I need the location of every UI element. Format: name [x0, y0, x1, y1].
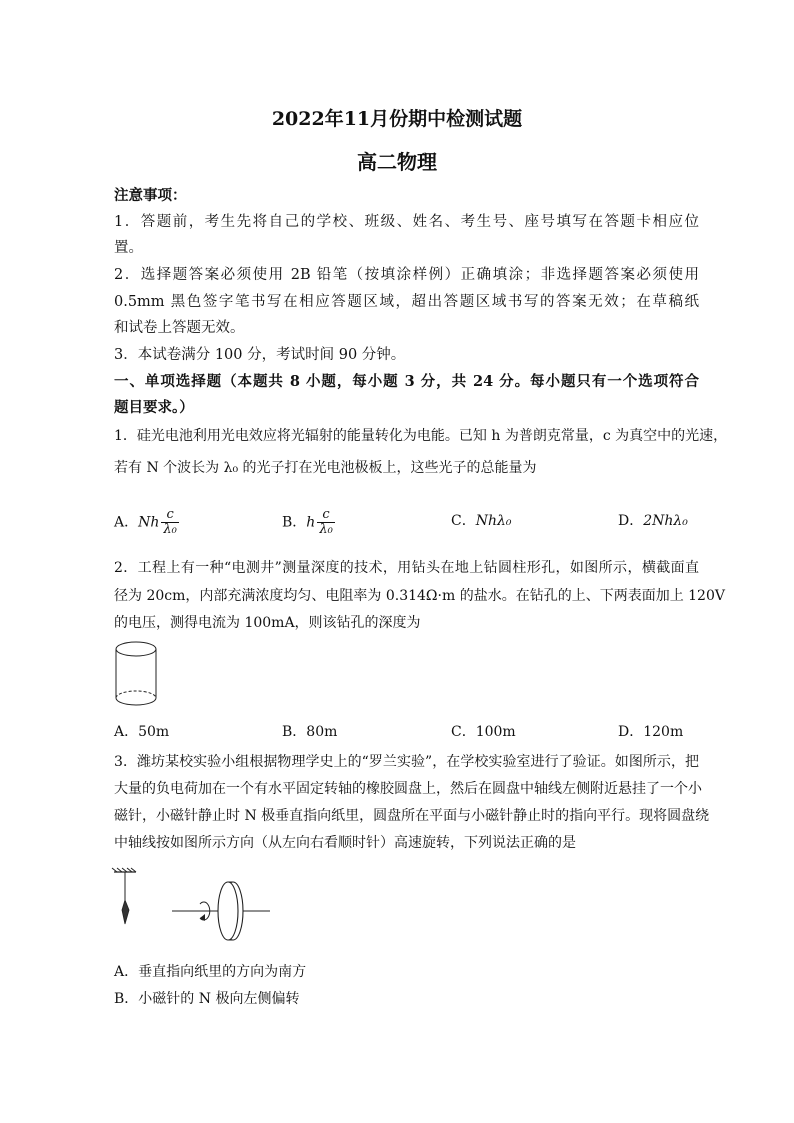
- q1-option-a-label: A．: [114, 514, 139, 531]
- exam-title: 2022年11月份期中检测试题: [271, 108, 523, 130]
- q3-line-1: 3．潍坊某校实验小组根据物理学史上的“罗兰实验”，在学校实验室进行了验证。如图所示，把: [114, 754, 699, 770]
- notice-line-1b: 置。: [114, 240, 143, 256]
- q2-option-d: D．120m: [618, 724, 684, 740]
- q3-option-b: B．小磁针的 N 极向左侧偏转: [114, 991, 300, 1007]
- q1-option-c-value: Nhλ₀: [475, 513, 512, 529]
- q1-line-2: 若有 N 个波长为 λ₀ 的光子打在光电池极板上，这些光子的总能量为: [114, 460, 537, 476]
- q1-option-c-label: C．: [451, 513, 476, 529]
- q1-option-a-numerator: c: [166, 507, 174, 522]
- q1-option-d-label: D．: [618, 513, 644, 529]
- notice-line-2a: 2．选择题答案必须使用 2B 铅笔（按填涂样例）正确填涂；非选择题答案必须使用: [114, 267, 699, 283]
- q1-option-a-fraction: [161, 508, 178, 537]
- section-heading-line-1: 一、单项选择题（本题共 8 小题，每小题 3 分，共 24 分。每小题只有一个选项符合: [114, 373, 699, 390]
- rowland-experiment-figure: [112, 868, 292, 948]
- q1-option-a: [114, 508, 179, 537]
- q2-option-a: A．50m: [114, 724, 170, 740]
- q1-option-a-denominator: λ₀: [163, 522, 177, 537]
- subject-title: 高二物理: [357, 150, 437, 174]
- ceiling-hatch: [112, 868, 136, 872]
- q1-option-a-prefix: Nh: [138, 514, 160, 531]
- q3-line-4: 中轴线按如图所示方向（从左向右看顺时针）高速旋转，下列说法正确的是: [114, 835, 576, 851]
- q1-option-d: [618, 511, 688, 531]
- q1-option-c: [451, 511, 511, 531]
- q3-line-2: 大量的负电荷加在一个有水平固定转轴的橡胶圆盘上，然后在圆盘中轴线左侧附近悬挂了一个小: [114, 781, 702, 797]
- q2-line-1: 2．工程上有一种“电测井”测量深度的技术，用钻头在地上钻圆柱形孔，如图所示，横截面直: [114, 560, 699, 576]
- q1-line-1: 1．硅光电池利用光电效应将光辐射的能量转化为电能。已知 h 为普朗克常量，c 为真空中的光速，: [114, 428, 728, 444]
- q2-line-2: 径为 20cm，内部充满浓度均匀、电阻率为 0.314Ω·m 的盐水。在钻孔的上、下两表面加上 120V: [114, 588, 725, 604]
- section-heading-line-2: 题目要求。）: [114, 399, 194, 416]
- q1-option-b: [282, 508, 335, 537]
- q2-option-b: B．80m: [282, 724, 338, 740]
- q1-option-b-label: B．: [282, 514, 307, 531]
- q1-option-b-fraction: [317, 508, 334, 537]
- notice-line-2c: 和试卷上答题无效。: [114, 320, 245, 336]
- q3-option-a: A．垂直指向纸里的方向为南方: [114, 964, 307, 980]
- notice-line-1a: 1．答题前，考生先将自己的学校、班级、姓名、考生号、座号填写在答题卡相应位: [114, 214, 699, 230]
- q3-line-3: 磁针，小磁针静止时 N 极垂直指向纸里，圆盘所在平面与小磁针静止时的指向平行。现将圆盘绕: [114, 808, 710, 824]
- q1-option-b-numerator: c: [322, 507, 330, 522]
- cylinder-figure: [115, 640, 165, 710]
- notice-line-2b: 0.5mm 黑色签字笔书写在相应答题区域，超出答题区域书写的答案无效；在草稿纸: [114, 294, 699, 310]
- q2-option-c: C．100m: [451, 724, 516, 740]
- notice-line-3: 3．本试卷满分 100 分，考试时间 90 分钟。: [114, 347, 406, 363]
- q1-option-d-value: 2Nhλ₀: [643, 513, 688, 529]
- q1-option-b-denominator: λ₀: [319, 522, 333, 537]
- q1-option-b-prefix: h: [306, 514, 316, 531]
- magnetic-needle: [122, 900, 129, 924]
- rubber-disk-front: [218, 882, 238, 940]
- notice-heading: 注意事项：: [114, 187, 187, 204]
- q2-line-3: 的电压，测得电流为 100mA，则该钻孔的深度为: [114, 615, 421, 631]
